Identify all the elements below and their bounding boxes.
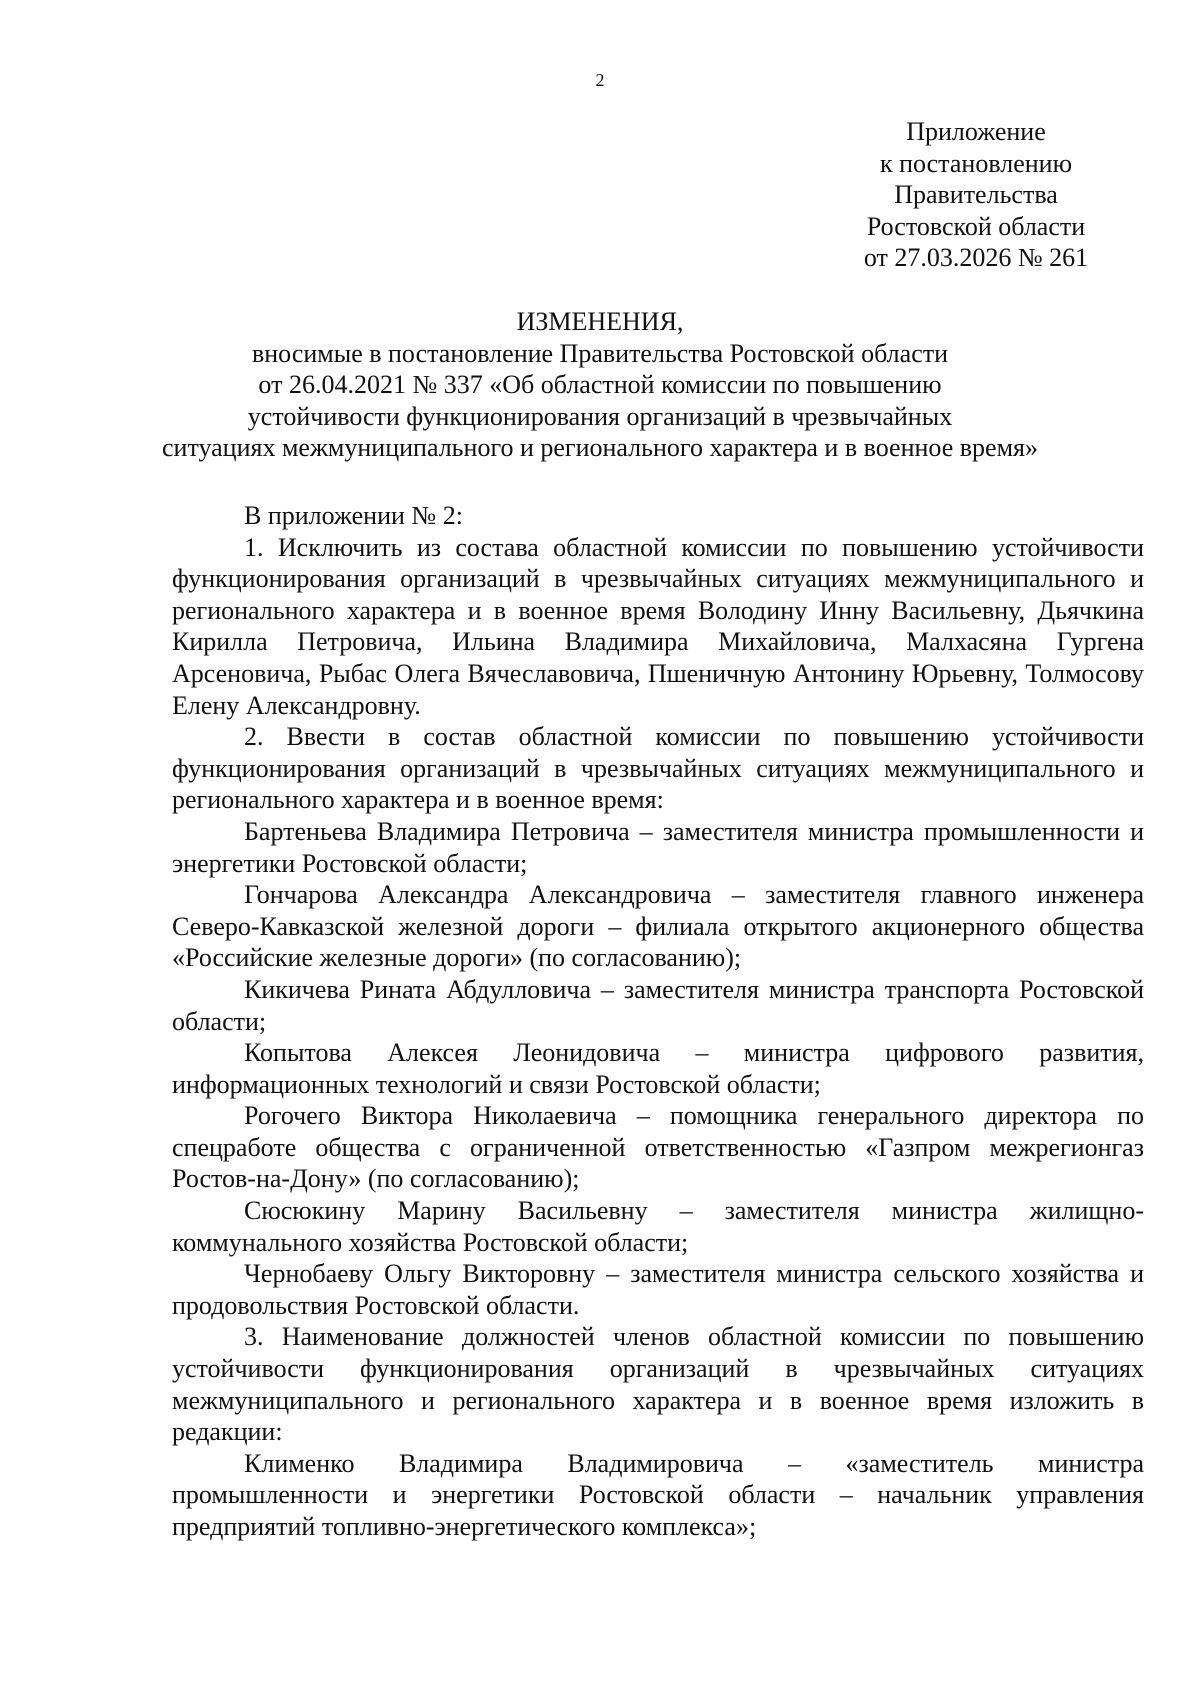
appendix-line: Ростовской области (866, 211, 1086, 241)
body-paragraph: Гончарова Александра Александровича – заместителя главного инженера Северо-Кавказской железной дороги – филиала открытого акционерного общества «Российские железные дороги» (по согласованию); (172, 880, 1144, 973)
title-line: вносимые в постановление Правительства Ростовской области (251, 338, 949, 368)
title-line: устойчивости функционирования организаций в чрезвычайных (247, 401, 953, 431)
page-number: 2 (595, 70, 605, 90)
body-paragraph: Бартеньева Владимира Петровича – заместителя министра промышленности и энергетики Ростовской области; (172, 816, 1144, 878)
body-paragraph: Клименко Владимира Владимировича – «заместитель министра промышленности и энергетики Ростовской области – начальник управления предприятий топливно-энергетического комплекса»; (172, 1448, 1144, 1541)
body-paragraph: Рогочего Виктора Николаевича – помощника генерального директора по спецработе общества с ограниченной ответственностью «Газпром межрегионгаз Ростов-на-Дону» (по согласованию); (172, 1101, 1144, 1194)
appendix-line: от 27.03.2026 № 261 (863, 243, 1089, 272)
body-paragraph: 1. Исключить из состава областной комиссии по повышению устойчивости функционирования организаций в чрезвычайных ситуациях межмуниципального и регионального характера и в военное время Володину Инну Васильевну, Дьячкина Кирилла Петровича, Ильина Владимира Михайловича, Малхасяна Гургена Арсеновича, Рыбас Олега Вячеславовича, Пшеничную Антонину Юрьевну, Толмосову Елену Александровну. (172, 532, 1144, 720)
body-paragraph: 3. Наименование должностей членов областной комиссии по повышению устойчивости функционирования организаций в чрезвычайных ситуациях межмуниципального и регионального характера и в военное время изложить в редакции: (172, 1322, 1144, 1447)
appendix-line: к постановлению (879, 148, 1073, 178)
body-paragraph: Сюсюкину Марину Васильевну – заместителя министра жилищно-коммунального хозяйства Ростовской области; (172, 1196, 1144, 1257)
document-title (150, 306, 1050, 464)
title-line: от 26.04.2021 № 337 «Об областной комиссии по повышению (258, 370, 942, 399)
appendix-header (836, 116, 1116, 274)
title-line: ситуациях межмуниципального и регионального характера и в военное время» (162, 433, 1038, 462)
appendix-line: Правительства (894, 180, 1058, 209)
body-paragraph: В приложении № 2: (244, 501, 463, 530)
body-paragraph: Кикичева Рината Абдулловича – заместителя министра транспорта Ростовской области; (172, 974, 1144, 1036)
body-paragraph: Чернобаеву Ольгу Викторовну – заместителя министра сельского хозяйства и продовольствия Ростовской области. (172, 1259, 1144, 1320)
title-heading: ИЗМЕНЕНИЯ, (516, 307, 684, 336)
body-paragraph: Копытова Алексея Леонидовича – министра цифрового развития, информационных технологий и связи Ростовской области; (172, 1038, 1144, 1099)
document-body (172, 500, 1144, 1543)
appendix-line: Приложение (906, 117, 1046, 146)
body-paragraph: 2. Ввести в состав областной комиссии по повышению устойчивости функционирования организаций в чрезвычайных ситуациях межмуниципального и регионального характера и в военное время: (172, 722, 1144, 815)
